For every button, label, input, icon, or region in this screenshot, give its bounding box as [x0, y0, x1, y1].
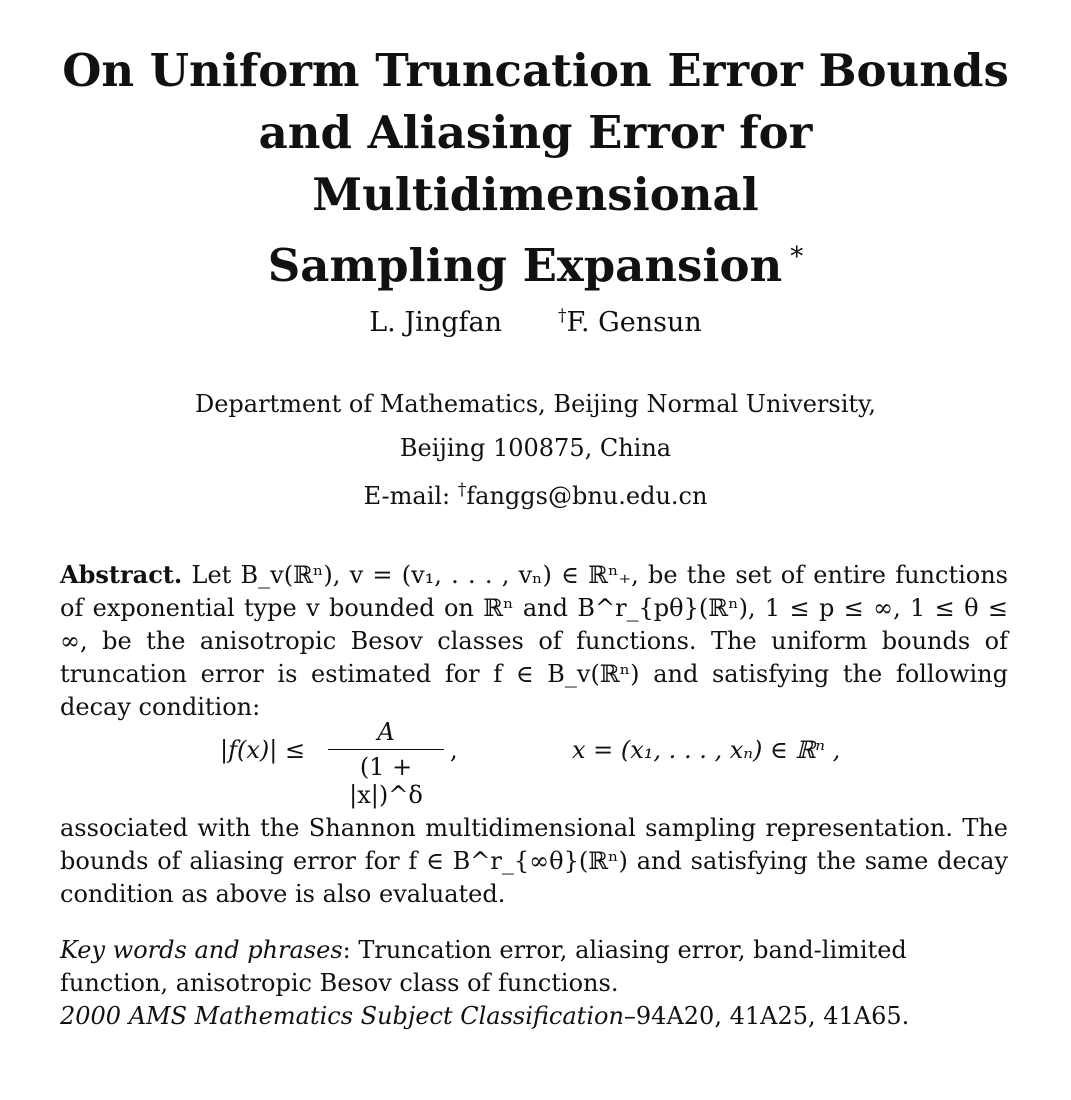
email-line — [0, 480, 1071, 510]
title-line-3-text: Sampling Expansion — [267, 239, 783, 292]
formula-denominator: (1 + |x|)^δ — [328, 749, 444, 809]
title-line-2: and Aliasing Error for Multidimensional — [258, 106, 813, 221]
email-label: E-mail: — [363, 482, 451, 510]
author-2: F. Gensun — [566, 307, 702, 338]
abstract-heading: Abstract — [60, 560, 174, 589]
email-mark: † — [457, 480, 467, 500]
formula-numerator: A — [377, 718, 395, 746]
abstract-paragraph: Abstract. Let B_v(ℝⁿ), v = (v₁, . . . , vₙ) ∈ ℝⁿ₊, be the set of entire functions of exponential type v bounded on ℝⁿ and B^r_{pθ}(ℝⁿ), 1 ≤ p ≤ ∞, 1 ≤ θ ≤ ∞, be the anisotropic Besov classes of functions. The uniform bounds of truncation error is estimated for f ∈ B_v(ℝⁿ) and satisfying the following decay condition: — [60, 560, 1008, 721]
formula-fraction — [328, 718, 444, 809]
author-1: L. Jingfan — [369, 307, 502, 338]
formula-lhs: |f(x)| ≤ — [220, 736, 306, 764]
author-list — [0, 306, 1071, 338]
ams-codes: –94A20, 41A25, 41A65. — [623, 1002, 910, 1030]
keywords-text: : Truncation error, aliasing error, band-limited function, anisotropic Besov class of functions. — [60, 936, 907, 997]
keywords-line — [60, 934, 1008, 1000]
title-footnote-mark: * — [790, 242, 804, 272]
abstract-text: Let B_v(ℝⁿ), v = (v₁, . . . , vₙ) ∈ ℝⁿ₊, be the set of entire functions of exponential type v bounded on ℝⁿ and B^r_{pθ}(ℝⁿ), 1 ≤ p ≤ ∞, 1 ≤ θ ≤ ∞, be the anisotropic Besov classes of functions. The uniform bounds of truncation error is estimated for f ∈ B_v(ℝⁿ) and satisfying the following decay condition: — [60, 561, 1008, 721]
title-line-1: On Uniform Truncation Error Bounds — [62, 44, 1009, 97]
email-address: fanggs@bnu.edu.cn — [466, 482, 708, 510]
keywords-block — [60, 934, 1008, 1033]
title-line-3 — [40, 226, 1031, 297]
decay-condition-formula: |f(x)| ≤ $\frac{A}{(1 + |x|)\^{}\delta}$ , x = (x₁, . . . , xₙ) ∈ ℝⁿ , — [220, 718, 841, 809]
abstract-continuation: associated with the Shannon multidimensional sampling representation. The bounds of aliasing error for f ∈ B^r_{∞θ}(ℝⁿ) and satisfying the same decay condition as above is also evaluated. — [60, 814, 1008, 908]
keywords-label: Key words and phrases — [60, 936, 343, 964]
affiliation-line-2: Beijing 100875, China — [399, 434, 672, 462]
ams-line — [60, 1000, 1008, 1033]
author-2-mark: † — [557, 306, 567, 326]
affiliation-line-1: Department of Mathematics, Beijing Normal University, — [194, 390, 877, 418]
formula-rhs: x = (x₁, . . . , xₙ) ∈ ℝⁿ , — [572, 736, 841, 764]
ams-label: 2000 AMS Mathematics Subject Classification — [60, 1002, 624, 1030]
paper-title — [40, 40, 1031, 297]
